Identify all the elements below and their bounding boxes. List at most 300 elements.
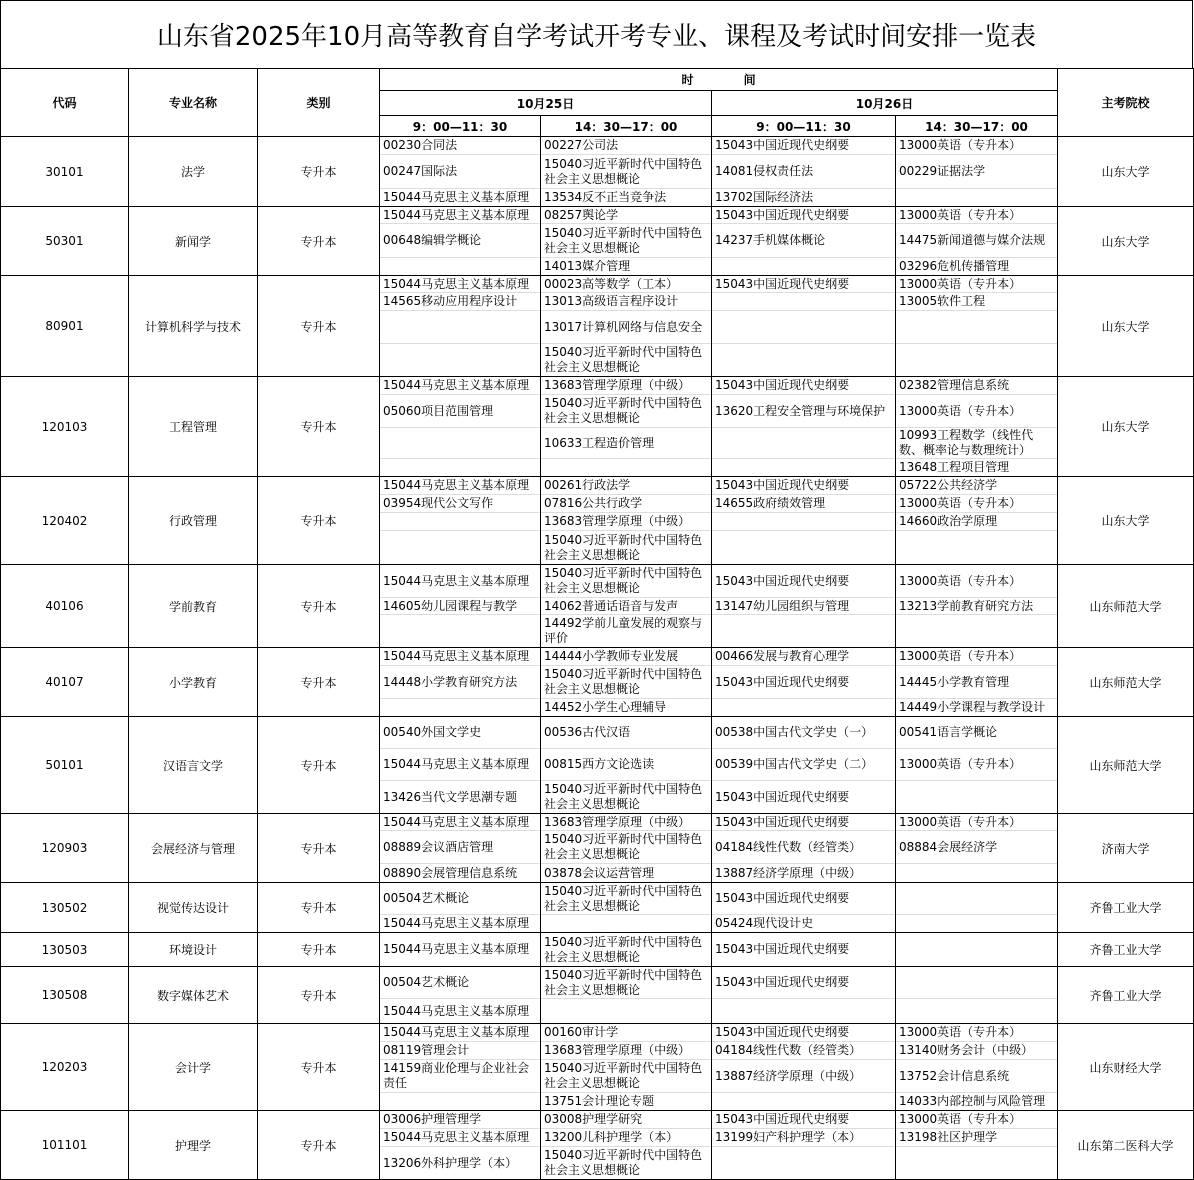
major-name: 会展经济与管理 (129, 814, 258, 883)
course-item: 15043中国近现代史纲要 (712, 1024, 895, 1042)
course-item: 14565移动应用程序设计 (380, 293, 540, 311)
course-item: 15040习近平新时代中国特色社会主义思想概论 (541, 666, 711, 699)
course-item: 14475新闻道德与媒介法规 (896, 224, 1057, 258)
header-time: 时 间 (380, 69, 1058, 91)
course-item: 03008护理学研究 (541, 1111, 711, 1129)
session-cell (896, 1024, 1058, 1111)
course-item: 15040习近平新时代中国特色社会主义思想概论 (541, 395, 711, 428)
session-cell (712, 1111, 896, 1180)
session-cell (896, 565, 1058, 648)
course-item: 15043中国近现代史纲要 (712, 377, 895, 395)
course-item: 05424现代设计史 (715, 916, 814, 930)
course-item: 15043中国近现代史纲要 (712, 207, 895, 224)
major-code: 40106 (1, 565, 129, 648)
session-cell (380, 1111, 541, 1180)
course-item: 13213学前教育研究方法 (896, 598, 1057, 615)
course-item (896, 967, 1057, 999)
course-item: 15043中国近现代史纲要 (712, 967, 895, 999)
session-cell (712, 276, 896, 377)
course-item: 13005软件工程 (896, 293, 1057, 311)
course-item (541, 999, 711, 1023)
table-row (1, 477, 1194, 565)
course-item: 15040习近平新时代中国特色社会主义思想概论 (541, 883, 711, 915)
major-name: 护理学 (129, 1111, 258, 1180)
header-school: 主考院校 (1058, 69, 1194, 137)
course-item: 15040习近平新时代中国特色社会主义思想概论 (541, 565, 711, 598)
course-item: 15043中国近现代史纲要 (715, 789, 850, 804)
session-cell (541, 276, 712, 377)
session-cell (896, 276, 1058, 377)
course-item: 13000英语（专升本） (896, 137, 1057, 155)
session-cell (712, 933, 896, 967)
session-cell (380, 137, 541, 207)
course-item: 15043中国近现代史纲要 (712, 276, 895, 293)
course-item: 05722公共经济学 (896, 477, 1057, 495)
major-code: 130503 (1, 933, 129, 967)
header-day2: 10月26日 (712, 91, 1058, 116)
session-cell (712, 477, 896, 565)
course-item (541, 459, 711, 476)
course-item: 00229证据法学 (896, 155, 1057, 189)
major-name: 新闻学 (129, 207, 258, 276)
session-cell (896, 814, 1058, 883)
course-item: 08884会展经济学 (896, 831, 1057, 864)
course-item: 14081侵权责任法 (712, 155, 895, 189)
course-item: 15044马克思主义基本原理 (380, 565, 540, 598)
course-item (712, 615, 895, 647)
session-cell (896, 967, 1058, 1024)
course-item: 13000英语（专升本） (896, 749, 1057, 781)
course-item: 14445小学教育管理 (896, 666, 1057, 699)
session-cell (380, 377, 541, 477)
table-row (1, 565, 1194, 648)
major-code: 120203 (1, 1024, 129, 1111)
course-item: 13683管理学原理（中级） (541, 1042, 711, 1060)
course-item: 13198社区护理学 (896, 1129, 1057, 1147)
major-type: 专升本 (258, 1111, 380, 1180)
session-cell (541, 883, 712, 933)
course-item: 13000英语（专升本） (896, 648, 1057, 666)
school-name: 山东师范大学 (1058, 565, 1194, 648)
session-cell (380, 883, 541, 933)
course-item (541, 915, 711, 932)
course-item: 13000英语（专升本） (896, 207, 1057, 224)
course-item (896, 864, 1057, 882)
session-cell (380, 717, 541, 814)
school-name: 齐鲁工业大学 (1058, 933, 1194, 967)
course-item: 13683管理学原理（中级） (541, 814, 711, 831)
major-code: 130508 (1, 967, 129, 1024)
table-row (1, 883, 1194, 933)
course-item: 13000英语（专升本） (896, 1111, 1057, 1129)
course-item (712, 344, 895, 376)
header-day1-am: 9：00—11：30 (380, 116, 541, 137)
major-type: 专升本 (258, 1024, 380, 1111)
course-item: 14237手机媒体概论 (712, 224, 895, 258)
course-item (896, 883, 1057, 915)
major-type: 专升本 (258, 933, 380, 967)
course-item: 14655政府绩效管理 (712, 495, 895, 513)
session-cell (380, 565, 541, 648)
major-type: 专升本 (258, 137, 380, 207)
course-item: 00160审计学 (541, 1024, 711, 1042)
table-row (1, 377, 1194, 477)
course-item: 04184线性代数（经管类） (712, 1042, 895, 1060)
school-name: 山东大学 (1058, 207, 1194, 276)
course-item: 15043中国近现代史纲要 (715, 942, 850, 956)
course-item (896, 189, 1057, 206)
session-cell (896, 377, 1058, 477)
course-item: 13199妇产科护理学（本） (712, 1129, 895, 1147)
session-cell (541, 814, 712, 883)
course-item: 03954现代公文写作 (380, 495, 540, 513)
school-name: 山东大学 (1058, 137, 1194, 207)
course-item (712, 258, 895, 275)
schedule-table (0, 68, 1194, 1180)
course-item: 13013高级语言程序设计 (541, 293, 711, 311)
course-item: 03296危机传播管理 (899, 259, 1010, 273)
major-type: 专升本 (258, 648, 380, 717)
table-row (1, 1111, 1194, 1180)
course-item: 08889会议酒店管理 (380, 831, 540, 864)
course-item: 13620工程安全管理与环境保护 (712, 395, 895, 428)
header-day2-pm: 14：30—17：00 (896, 116, 1058, 137)
course-item (380, 311, 540, 344)
course-item: 15044马克思主义基本原理 (380, 1024, 540, 1042)
course-item (896, 311, 1057, 344)
course-item: 13017计算机网络与信息安全 (541, 311, 711, 344)
session-cell (541, 565, 712, 648)
course-item: 13683管理学原理（中级） (541, 377, 711, 395)
major-code: 40107 (1, 648, 129, 717)
course-item: 15040习近平新时代中国特色社会主义思想概论 (544, 345, 703, 374)
school-name: 济南大学 (1058, 814, 1194, 883)
major-type: 专升本 (258, 814, 380, 883)
major-type: 专升本 (258, 967, 380, 1024)
course-item: 13000英语（专升本） (896, 814, 1057, 831)
session-cell (896, 933, 1058, 967)
major-name: 小学教育 (129, 648, 258, 717)
session-cell (380, 967, 541, 1024)
course-item (380, 344, 540, 376)
course-item: 03006护理管理学 (380, 1111, 540, 1129)
course-item: 08890会展管理信息系统 (383, 865, 518, 880)
course-item: 15043中国近现代史纲要 (712, 666, 895, 699)
course-item: 14448小学教育研究方法 (380, 666, 540, 699)
school-name: 山东财经大学 (1058, 1024, 1194, 1111)
course-item (896, 615, 1057, 647)
course-item: 04184线性代数（经管类） (712, 831, 895, 864)
course-item: 00247国际法 (380, 155, 540, 189)
course-item: 00539中国古代文学史（二） (712, 749, 895, 781)
course-item: 14449小学课程与教学设计 (899, 700, 1046, 714)
session-cell (541, 207, 712, 276)
course-item (896, 781, 1057, 813)
session-cell (712, 883, 896, 933)
course-item: 00504艺术概论 (380, 967, 540, 999)
course-item (380, 1093, 540, 1110)
school-name: 山东师范大学 (1058, 717, 1194, 814)
course-item: 00466发展与教育心理学 (712, 648, 895, 666)
major-code: 50101 (1, 717, 129, 814)
course-item (712, 531, 895, 564)
course-item: 15044马克思主义基本原理 (380, 377, 540, 395)
course-item: 13200儿科护理学（本） (541, 1129, 711, 1147)
course-item (712, 699, 895, 716)
course-item: 02382管理信息系统 (896, 377, 1057, 395)
course-item (380, 513, 540, 531)
course-item: 15043中国近现代史纲要 (712, 1111, 895, 1129)
page-title: 山东省2025年10月高等教育自学考试开考专业、课程及考试时间安排一览表 (0, 0, 1193, 69)
major-name: 数字媒体艺术 (129, 967, 258, 1024)
course-item: 13887经济学原理（中级） (712, 1060, 895, 1093)
major-code: 50301 (1, 207, 129, 276)
course-item (896, 933, 1057, 966)
course-item: 13000英语（专升本） (896, 495, 1057, 513)
course-item: 13887经济学原理（中级） (715, 865, 862, 880)
table-row (1, 648, 1194, 717)
major-code: 120103 (1, 377, 129, 477)
session-cell (896, 648, 1058, 717)
course-item (712, 293, 895, 311)
session-cell (541, 717, 712, 814)
course-item (380, 258, 540, 275)
header-major: 专业名称 (129, 69, 258, 137)
course-item: 15044马克思主义基本原理 (383, 942, 530, 956)
course-item (896, 999, 1057, 1023)
session-cell (380, 648, 541, 717)
major-code: 120903 (1, 814, 129, 883)
course-item: 15040习近平新时代中国特色社会主义思想概论 (541, 967, 711, 999)
course-item: 15044马克思主义基本原理 (380, 749, 540, 781)
course-item: 14660政治学原理 (896, 513, 1057, 531)
table-row (1, 967, 1194, 1024)
table-row (1, 1024, 1194, 1111)
course-item: 14062普通话语音与发声 (541, 598, 711, 615)
session-cell (380, 933, 541, 967)
course-item: 15040习近平新时代中国特色社会主义思想概论 (541, 224, 711, 258)
course-item (712, 513, 895, 531)
major-type: 专升本 (258, 565, 380, 648)
course-item: 15044马克思主义基本原理 (380, 477, 540, 495)
header-type: 类别 (258, 69, 380, 137)
course-item: 00815西方文论选读 (541, 749, 711, 781)
course-item: 15044马克思主义基本原理 (383, 1003, 530, 1018)
course-item: 14605幼儿园课程与教学 (380, 598, 540, 615)
session-cell (712, 565, 896, 648)
course-item (712, 311, 895, 344)
course-item (712, 999, 895, 1023)
course-item (380, 615, 540, 647)
course-item: 15040习近平新时代中国特色社会主义思想概论 (541, 155, 711, 189)
school-name: 齐鲁工业大学 (1058, 967, 1194, 1024)
table-row (1, 137, 1194, 207)
major-type: 专升本 (258, 207, 380, 276)
session-cell (541, 648, 712, 717)
course-item: 13648工程项目管理 (899, 460, 1010, 474)
course-item: 14013媒介管理 (544, 259, 631, 273)
session-cell (896, 1111, 1058, 1180)
major-type: 专升本 (258, 717, 380, 814)
course-item: 15044马克思主义基本原理 (380, 1129, 540, 1147)
course-item: 00536古代汉语 (541, 717, 711, 749)
course-item: 15043中国近现代史纲要 (712, 565, 895, 598)
course-item: 10993工程数学（线性代数、概率论与数理统计） (896, 428, 1057, 459)
header-day1-pm: 14：30—17：00 (541, 116, 712, 137)
course-item: 14033内部控制与风险管理 (899, 1094, 1046, 1108)
major-code: 80901 (1, 276, 129, 377)
school-name: 齐鲁工业大学 (1058, 883, 1194, 933)
major-code: 120402 (1, 477, 129, 565)
course-item (896, 915, 1057, 932)
course-item: 08119管理会计 (380, 1042, 540, 1060)
course-item (380, 699, 540, 716)
school-name: 山东大学 (1058, 477, 1194, 565)
major-name: 视觉传达设计 (129, 883, 258, 933)
course-item (712, 459, 895, 476)
session-cell (712, 967, 896, 1024)
course-item: 13000英语（专升本） (896, 276, 1057, 293)
course-item: 15040习近平新时代中国特色社会主义思想概论 (541, 1060, 711, 1093)
session-cell (380, 814, 541, 883)
school-name: 山东大学 (1058, 377, 1194, 477)
major-name: 环境设计 (129, 933, 258, 967)
course-item: 00541语言学概论 (896, 717, 1057, 749)
course-item: 13000英语（专升本） (896, 395, 1057, 428)
session-cell (712, 377, 896, 477)
course-item: 13534反不正当竞争法 (544, 190, 667, 204)
course-item: 00261行政法学 (541, 477, 711, 495)
course-item: 15043中国近现代史纲要 (712, 883, 895, 915)
course-item: 13702国际经济法 (715, 190, 814, 204)
course-item: 14444小学教师专业发展 (541, 648, 711, 666)
school-name: 山东第二医科大学 (1058, 1111, 1194, 1180)
header-day1: 10月25日 (380, 91, 712, 116)
major-type: 专升本 (258, 477, 380, 565)
session-cell (380, 207, 541, 276)
course-item (896, 344, 1057, 376)
course-item: 14159商业伦理与企业社会责任 (380, 1060, 540, 1093)
course-item: 15044马克思主义基本原理 (380, 276, 540, 293)
course-item: 15043中国近现代史纲要 (712, 814, 895, 831)
session-cell (896, 477, 1058, 565)
table-row (1, 207, 1194, 276)
course-item (712, 1093, 895, 1110)
course-item (712, 428, 895, 459)
major-name: 会计学 (129, 1024, 258, 1111)
course-item: 15040习近平新时代中国特色社会主义思想概论 (544, 532, 703, 562)
session-cell (380, 1024, 541, 1111)
course-item: 15040习近平新时代中国特色社会主义思想概论 (544, 782, 703, 811)
course-item: 13683管理学原理（中级） (541, 513, 711, 531)
course-item (896, 1147, 1057, 1179)
session-cell (541, 1024, 712, 1111)
session-cell (712, 648, 896, 717)
session-cell (712, 717, 896, 814)
session-cell (896, 717, 1058, 814)
session-cell (712, 1024, 896, 1111)
table-row (1, 814, 1194, 883)
major-name: 计算机科学与技术 (129, 276, 258, 377)
course-item (712, 1147, 895, 1179)
course-item: 07816公共行政学 (541, 495, 711, 513)
course-item: 14492学前儿童发展的观察与评价 (544, 616, 703, 645)
course-item (380, 531, 540, 564)
course-item: 15043中国近现代史纲要 (712, 477, 895, 495)
course-item: 13147幼儿园组织与管理 (712, 598, 895, 615)
course-item: 00230合同法 (380, 137, 540, 155)
course-item (896, 531, 1057, 564)
session-cell (712, 814, 896, 883)
course-item: 13426当代文学思潮专题 (383, 789, 518, 804)
course-item: 13752会计信息系统 (896, 1060, 1057, 1093)
table-row (1, 933, 1194, 967)
course-item: 08257舆论学 (541, 207, 711, 224)
table-row (1, 717, 1194, 814)
course-item: 05060项目范围管理 (380, 395, 540, 428)
major-code: 130502 (1, 883, 129, 933)
course-item: 13140财务会计（中级） (896, 1042, 1057, 1060)
course-item: 10633工程造价管理 (541, 428, 711, 459)
course-item: 15043中国近现代史纲要 (712, 137, 895, 155)
major-type: 专升本 (258, 883, 380, 933)
course-item: 15044马克思主义基本原理 (383, 916, 530, 930)
course-item: 00540外国文学史 (380, 717, 540, 749)
major-name: 行政管理 (129, 477, 258, 565)
session-cell (541, 137, 712, 207)
major-type: 专升本 (258, 377, 380, 477)
major-code: 101101 (1, 1111, 129, 1180)
session-cell (541, 1111, 712, 1180)
course-item: 00504艺术概论 (380, 883, 540, 915)
session-cell (896, 137, 1058, 207)
course-item: 00227公司法 (541, 137, 711, 155)
session-cell (380, 477, 541, 565)
course-item: 00023高等数学（工本） (541, 276, 711, 293)
course-item: 03878会议运营管理 (544, 865, 655, 880)
session-cell (896, 207, 1058, 276)
major-name: 法学 (129, 137, 258, 207)
header-code: 代码 (1, 69, 129, 137)
course-item: 00538中国古代文学史（一） (712, 717, 895, 749)
course-item: 00648编辑学概论 (380, 224, 540, 258)
course-item: 13000英语（专升本） (896, 565, 1057, 598)
course-item: 13751会计理论专题 (544, 1094, 655, 1108)
major-code: 30101 (1, 137, 129, 207)
table-row (1, 276, 1194, 377)
course-item: 15040习近平新时代中国特色社会主义思想概论 (541, 831, 711, 864)
course-item (380, 459, 540, 476)
session-cell (541, 377, 712, 477)
session-cell (541, 477, 712, 565)
major-name: 学前教育 (129, 565, 258, 648)
course-item: 15040习近平新时代中国特色社会主义思想概论 (544, 1148, 703, 1177)
course-item: 15044马克思主义基本原理 (380, 207, 540, 224)
major-type: 专升本 (258, 276, 380, 377)
session-cell (380, 276, 541, 377)
major-name: 工程管理 (129, 377, 258, 477)
course-item: 13000英语（专升本） (896, 1024, 1057, 1042)
course-item: 15044马克思主义基本原理 (380, 814, 540, 831)
school-name: 山东师范大学 (1058, 648, 1194, 717)
course-item (380, 428, 540, 459)
session-cell (896, 883, 1058, 933)
course-item: 14452小学生心理辅导 (544, 700, 667, 714)
course-item: 15040习近平新时代中国特色社会主义思想概论 (544, 934, 703, 964)
session-cell (712, 207, 896, 276)
school-name: 山东大学 (1058, 276, 1194, 377)
course-item: 13206外科护理学（本） (383, 1155, 518, 1170)
